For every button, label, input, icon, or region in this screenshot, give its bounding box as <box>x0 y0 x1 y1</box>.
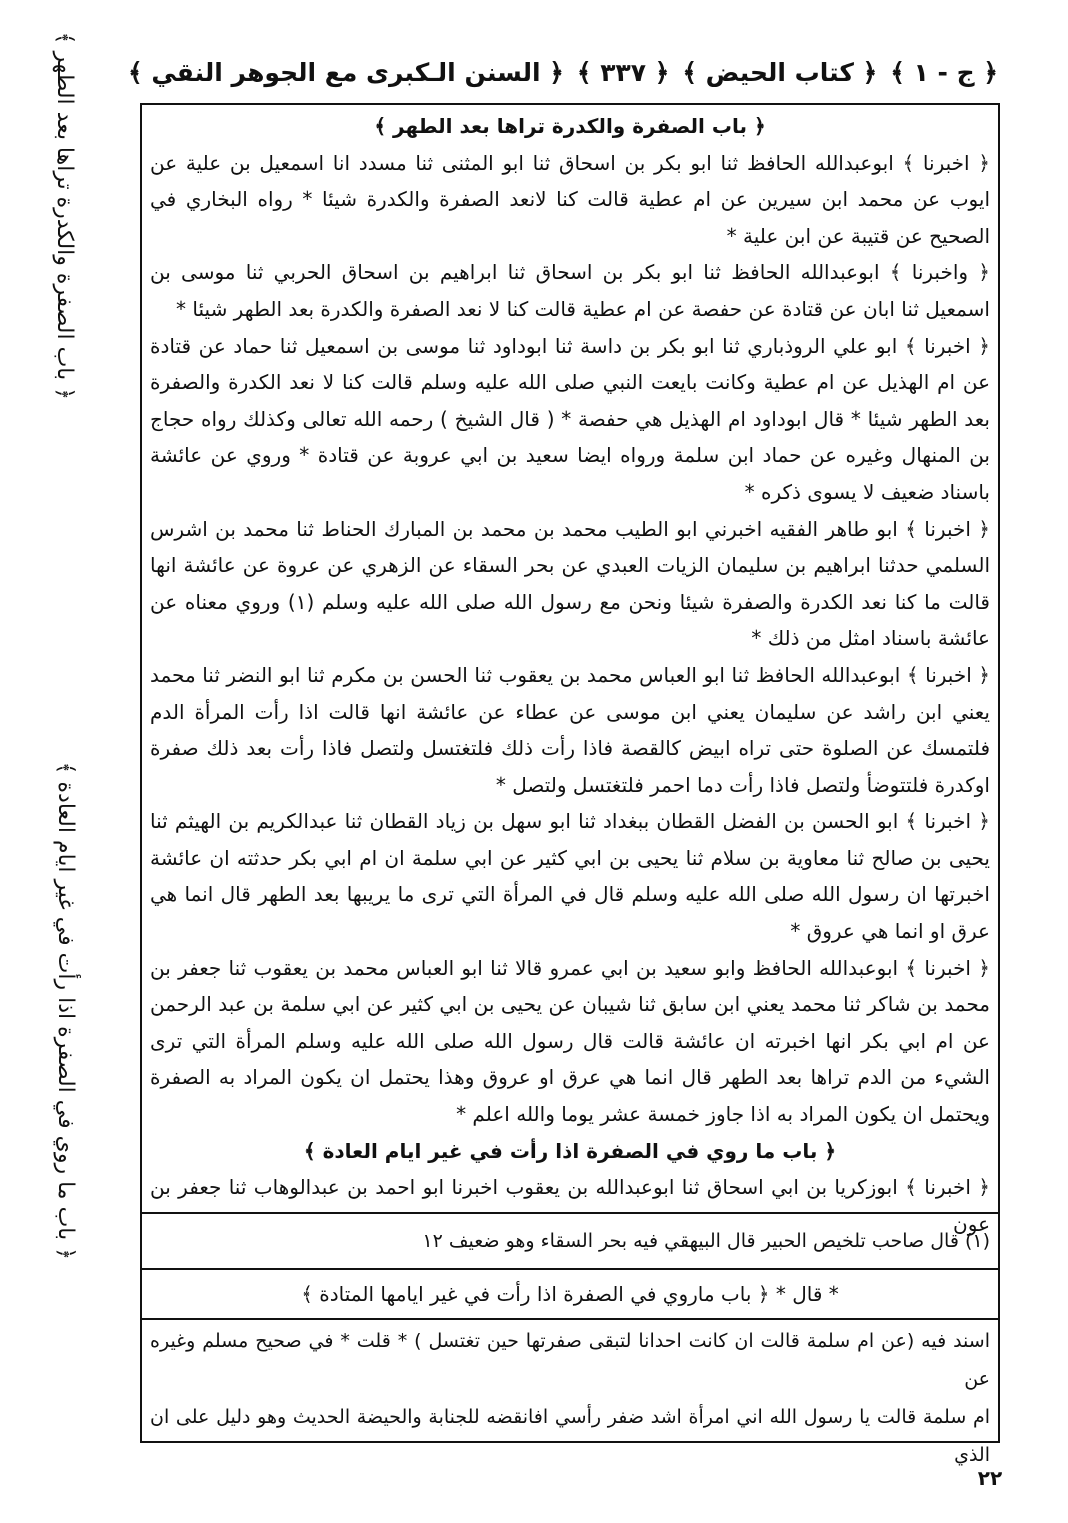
margin-note-top: ﴿ باب الصفرة والكدرة تراها بعد الطهر ﴾ <box>52 31 77 400</box>
margin-note-bottom: ﴿ باب ما روي في الصفرة اذا رأت في غير ايام العادة ﴾ <box>53 761 78 1260</box>
hadith-paragraph: ﴿ اخبرنا ﴾ ابو علي الروذباري ثنا ابو بكر بن داسة ثنا ابوداود ثنا موسى بن اسمعيل ثنا حماد عن قتادة عن ام الهذيل عن ام عطية وكانت بايعت النبي صلى الله عليه وسلم قالت كنا لا نعد الكدرة والصفرة بعد الطهر شيئا * قال ابوداود ام الهذيل هي حفصة * ( قال الشيخ ) رحمه الله تعالى وكذلك رواه حجاج بن المنهال وغيره عن حماد ابن سلمة ورواه ايضا سعيد بن ابي عروبة عن قتادة * وروي عن عائشة باسناد ضعيف لا يسوى ذكره * <box>150 333 990 504</box>
hadith-paragraph: ﴿ واخبرنا ﴾ ابوعبدالله الحافظ ثنا ابو بكر بن اسحاق ثنا ابراهيم بن اسحاق الحربي ثنا موسى بن اسمعيل ثنا ابان عن قتادة عن حفصة عن ام عطية قالت كنا لا نعد الصفرة والكدرة بعد الطهر شيئا * <box>150 260 990 321</box>
commentary-divider <box>140 1268 1000 1270</box>
volume-label: ﴿ ج - ١ ﴾ <box>890 57 998 87</box>
hadith-paragraph: ﴿ اخبرنا ﴾ ابو الحسن بن الفضل القطان ببغداد ثنا ابو سهل بن زياد القطان ثنا عبدالكريم بن الهيثم ثنا يحيى بن صالح ثنا معاوية بن سلام ثنا يحيى بن ابي كثير عن ابي سلمة ان ام ابي بكر حدثته ان عائشة اخبرتها ان رسول الله صلى الله عليه وسلم قال في المرأة التي ترى ما يريبها بعد الطهر قال انما هي عرق او انما هي عروق * <box>150 809 990 944</box>
hadith-paragraph: ﴿ اخبرنا ﴾ ابوعبدالله الحافظ ثنا ابو بكر بن اسحاق ثنا ابو المثنى ثنا مسدد انا اسمعيل بن علية عن ايوب عن محمد ابن سيرين عن ام عطية قالت كنا لانعد الصفرة والكدرة شيئا * رواه البخاري في الصحيح عن قتيبة عن ابن علية * <box>150 150 990 248</box>
commentary-heading-divider <box>140 1318 1000 1320</box>
commentary-text <box>150 1322 990 1466</box>
commentary-line: ام سلمة قالت يا رسول الله اني امرأة اشد ضفر رأسي افانقضه للجنابة والحيضة الحديث وهو دليل على ان الذي <box>150 1406 990 1466</box>
commentary-line: اسند فيه (عن ام سلمة قالت ان كانت احدانا لتبقى صفرتها حين تغتسل ) * قلت * في صحيح مسلم وغيره عن <box>150 1330 990 1390</box>
page-reference: ﴿ ٣٣٧ ﴾ <box>576 57 670 87</box>
page-number: ٢٢ <box>977 1466 1003 1490</box>
book-title: ﴿ السنن الـكبرى مع الجوهر النقي ﴾ <box>128 57 564 87</box>
chapter-heading: ﴿ باب ما روي في الصفرة اذا رأت في غير ايام العادة ﴾ <box>303 1138 837 1163</box>
hadith-paragraph: ﴿ اخبرنا ﴾ ابوعبدالله الحافظ ثنا ابو العباس محمد بن يعقوب ثنا الحسن بن مكرم ثنا ابو النضر ثنا محمد يعني ابن راشد عن سليمان يعني ابن موسى عن عطاء عن عائشة انها قالت اذا رأت المرأة الدم فلتمسك عن الصلوة حتى تراه ابيض كالقصة فاذا رأت ذلك فلتغتسل ولتصل فاذا رأت بعد ذلك صفرة اوكدرة فلتتوضأ ولتصل فاذا رأت دما احمر فلتغتسل ولتصل * <box>150 662 990 797</box>
kitab-title: ﴿ كتاب الحيض ﴾ <box>682 57 878 87</box>
hadith-paragraph: ﴿ اخبرنا ﴾ ابوعبدالله الحافظ وابو سعيد بن ابي عمرو قالا ثنا ابو العباس محمد بن يعقوب ثنا جعفر بن محمد بن شاكر ثنا محمد يعني ابن سابق ثنا شيبان عن يحيى بن ابي كثير عن ابي سلمة بن عبد الرحمن عن ام ابي بكر انها اخبرته ان عائشة قالت قال رسول الله صلى الله عليه وسلم المرأة التي ترى الشيء من الدم تراها بعد الطهر قال انما هي عرق او عروق وهذا يحتمل ان يكون المراد به الصفرة ويحتمل ان يكون المراد به اذا جاوز خمسة عشر يوما والله اعلم * <box>150 955 990 1127</box>
footnote: (١) قال صاحب تلخيص الحبير قال البيهقي فيه بحر السقاء وهو ضعيف ١٢ <box>422 1230 990 1252</box>
hadith-paragraph: ﴿ اخبرنا ﴾ ابوزكريا بن ابي اسحاق ثنا ابوعبدالله بن يعقوب اخبرنا ابو احمد بن عبدالوهاب ثنا جعفر بن عون <box>150 1175 990 1236</box>
main-text <box>150 108 990 1236</box>
commentary-heading: * قال * ﴿ باب ماروي في الصفرة اذا رأت في غير ايامها المتادة ﴾ <box>301 1282 839 1306</box>
chapter-heading: ﴿ باب الصفرة والكدرة تراها بعد الطهر ﴾ <box>374 114 766 138</box>
hadith-paragraph: ﴿ اخبرنا ﴾ ابو طاهر الفقيه اخبرني ابو الطيب محمد بن محمد بن المبارك الحناط ثنا محمد بن اشرس السلمي حدثنا ابراهيم بن سليمان الزيات العبدي عن بحر السقاء عن الزهري عن عروة عن عائشة انها قالت ما كنا نعد الكدرة والصفرة شيئا ونحن مع رسول الله صلى الله عليه وسلم (١) وروي معناه عن عائشة باسناد امثل من ذلك * <box>150 516 990 651</box>
footnote-divider <box>140 1212 1000 1214</box>
page-header <box>128 46 998 98</box>
